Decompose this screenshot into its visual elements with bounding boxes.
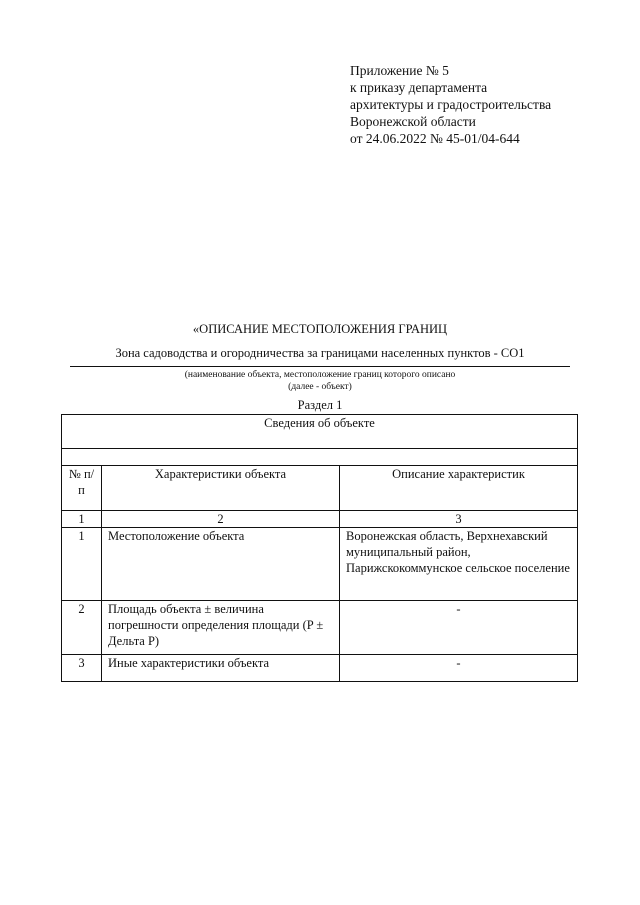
column-number: 1 <box>62 511 102 528</box>
appendix-line: от 24.06.2022 № 45-01/04-644 <box>350 131 520 146</box>
object-name-underline <box>70 366 570 367</box>
appendix-line: Воронежской области <box>350 114 476 129</box>
header-description: Описание характеристик <box>340 466 578 511</box>
row-characteristic: Площадь объекта ± величина погрешности определения площади (P ± Дельта P) <box>102 601 340 655</box>
table-title-row <box>62 415 578 449</box>
document-title: «ОПИСАНИЕ МЕСТОПОЛОЖЕНИЯ ГРАНИЦ <box>192 322 448 336</box>
table-row <box>62 655 578 682</box>
empty-cell <box>62 449 578 466</box>
row-characteristic: Местоположение объекта <box>102 528 340 601</box>
appendix-line: к приказу департамента <box>350 80 488 95</box>
row-number: 1 <box>62 528 102 601</box>
table-title: Сведения об объекте <box>62 415 578 449</box>
row-description: Воронежская область, Верхнехавский муниципальный район, Парижскокоммунское сельское поселение <box>340 528 578 601</box>
table-empty-row <box>62 449 578 466</box>
appendix-line: архитектуры и градостроительства <box>350 97 552 112</box>
table-row <box>62 601 578 655</box>
row-number: 2 <box>62 601 102 655</box>
object-name: Зона садоводства и огородничества за границами населенных пунктов - СО1 <box>115 346 525 360</box>
row-description: - <box>340 601 578 655</box>
column-number-row <box>62 511 578 528</box>
row-description: - <box>340 655 578 682</box>
appendix-line: Приложение № 5 <box>350 63 449 78</box>
object-name-note: (наименование объекта, местоположение границ которого описано <box>184 370 456 380</box>
object-info-table <box>61 414 578 682</box>
column-number: 3 <box>340 511 578 528</box>
table-row <box>62 528 578 601</box>
object-name-note-2: (далее - объект) <box>288 382 352 392</box>
row-number: 3 <box>62 655 102 682</box>
section-label: Раздел 1 <box>297 398 343 412</box>
header-num: № п/п <box>62 466 102 511</box>
row-characteristic: Иные характеристики объекта <box>102 655 340 682</box>
appendix-block <box>350 62 630 147</box>
column-number: 2 <box>102 511 340 528</box>
table-header-row <box>62 466 578 511</box>
header-characteristic: Характеристики объекта <box>102 466 340 511</box>
